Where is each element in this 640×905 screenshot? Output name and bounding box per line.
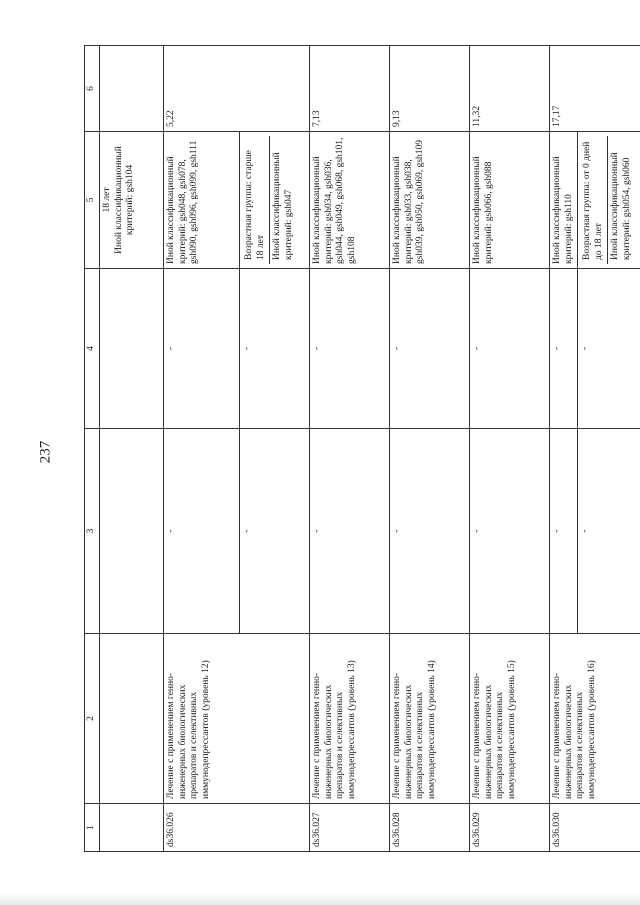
name-cell: Лечение с применением генно-инженерных биологических препаратов и селективных иммунодепрессантов (уровень 13)	[310, 634, 390, 804]
table-cell: -	[470, 269, 550, 429]
criteria-text: 18 лет	[102, 187, 112, 213]
coefficient-cell: 5,22	[164, 46, 310, 132]
table-cell	[100, 429, 164, 634]
header-row	[85, 46, 100, 852]
name-cell: Лечение с применением генно-инженерных биологических препаратов и селективных иммунодепрессантов (уровень 15)	[470, 634, 550, 804]
criteria-cell: Иной классификационный критерий: gsh033, gsh038, gsh039, gsh050, gsh069, gsh109	[390, 132, 470, 269]
table-cell: -	[310, 429, 390, 634]
code-cell: ds36.027	[310, 804, 390, 852]
name-cell: Лечение с применением генно-инженерных биологических препаратов и селективных иммунодепрессантов (уровень 16)	[550, 634, 640, 804]
table-cell: -	[390, 429, 470, 634]
criteria-cell: Иной классификационный критерий: gsh034, gsh036, gsh044, gsh049, gsh068, gsh101, gsh108	[310, 132, 390, 269]
name-cell: Лечение с применением генно-инженерных биологических препаратов и селективных иммунодепрессантов (уровень 14)	[390, 634, 470, 804]
code-cell: ds36.028	[390, 804, 470, 852]
criteria-cell	[100, 132, 164, 269]
header-col-4: 4	[85, 269, 100, 429]
header-col-3: 3	[85, 429, 100, 634]
table-cell: -	[578, 429, 640, 634]
tariff-table	[84, 45, 640, 852]
criteria-text: Иной классификационный критерий: gsh104	[113, 146, 136, 254]
header-col-1: 1	[85, 804, 100, 852]
table-cell: -	[310, 269, 390, 429]
table-row	[390, 46, 470, 852]
table-cell	[100, 634, 164, 804]
criteria-cell: Иной классификационный критерий: gsh048, gsh078, gsh090, gsh096, gsh099, gsh111	[164, 132, 240, 269]
rotated-table-container	[84, 46, 632, 852]
criteria-code: Иной классификационный критерий: gsh047	[272, 152, 294, 260]
name-cell: Лечение с применением генно-инженерных биологических препаратов и селективных иммунодепрессантов (уровень 12)	[164, 634, 310, 804]
table-cell: -	[390, 269, 470, 429]
table-row	[310, 46, 390, 852]
criteria-age: Возрастная группа: старше 18 лет	[242, 136, 270, 264]
table-row	[550, 46, 578, 852]
table-row	[470, 46, 550, 852]
coefficient-cell: 11,32	[470, 46, 550, 132]
criteria-cell	[578, 132, 640, 269]
coefficient-cell: 7,13	[310, 46, 390, 132]
criteria-code: Иной классификационный критерий: gsh054, gsh060	[610, 152, 632, 260]
criteria-cell	[240, 132, 310, 269]
table-row	[164, 46, 240, 852]
criteria-cell: Иной классификационный критерий: gsh066, gsh088	[470, 132, 550, 269]
table-cell: -	[470, 429, 550, 634]
table-cell: -	[578, 269, 640, 429]
table-cell: -	[164, 269, 240, 429]
table-cell: -	[550, 269, 578, 429]
criteria-cell: Иной классификационный критерий: gsh110	[550, 132, 578, 269]
code-cell: ds36.029	[470, 804, 550, 852]
scan-edge	[0, 893, 640, 905]
header-col-2: 2	[85, 634, 100, 804]
table-cell: -	[550, 429, 578, 634]
code-cell: ds36.026	[164, 804, 310, 852]
criteria-age: Возрастная группа: от 0 дней до 18 лет	[580, 136, 608, 264]
code-cell: ds36.030	[550, 804, 640, 852]
table-cell: -	[240, 269, 310, 429]
table-cell	[100, 46, 164, 132]
coefficient-cell: 9,13	[390, 46, 470, 132]
table-cell	[100, 269, 164, 429]
coefficient-cell: 17,17	[550, 46, 640, 132]
table-cell	[100, 804, 164, 852]
page-number: 237	[37, 440, 54, 464]
header-col-5: 5	[85, 132, 100, 269]
table-cell: -	[240, 429, 310, 634]
continuation-row	[100, 46, 164, 852]
table-cell: -	[164, 429, 240, 634]
header-col-6: 6	[85, 46, 100, 132]
